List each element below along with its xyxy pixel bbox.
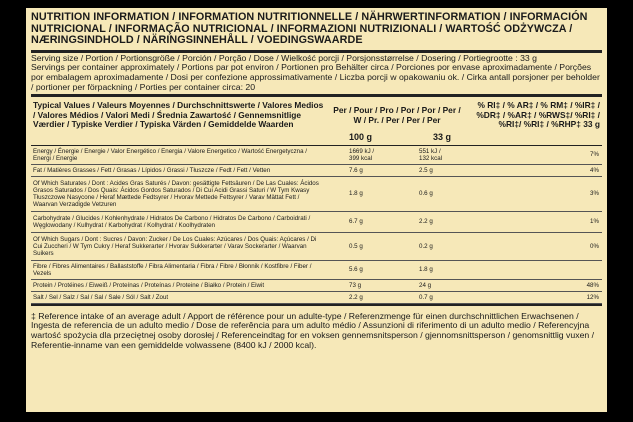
value-per-33g: 1.8 g [401, 260, 467, 279]
header-spacer [31, 132, 327, 146]
table-unit-row [31, 132, 602, 146]
value-ri: 4% [467, 164, 602, 176]
nutrition-title: NUTRITION INFORMATION / INFORMATION NUTRITIONNELLE / NÄHRWERTINFORMATION / INFORMACIÓN NUTRICIONAL / INFORMAÇÃO NUTRICIONAL / INFORMAZIONI NUTRIZIONALI / WARTOŚĆ ODŻYWCZA / NÆRINGSINDHOLD / NÄRINGSINNEHÅLL / VOEDINGSWAARDE [31, 11, 588, 46]
header-ri: % RI‡ / % AR‡ / % RM‡ / %IR‡ / %DR‡ / %AR‡ / %RWS‡/ %RI‡ / %RI‡/ %RI‡ / %RHP‡ 33 g [476, 100, 600, 130]
table-row [31, 260, 602, 279]
value-per-33g: 0.7 g [401, 291, 467, 303]
nutrition-table [31, 97, 602, 304]
value-ri: 7% [467, 145, 602, 164]
footnote: ‡ Reference intake of an average adult / Apport de référence pour un adulte-type / Referenzmenge für einen durchschnittlichen Erwachsenen / Ingesta de referencia de un adulto medio / Dose de referência para um adulto médio / Assunzioni di riferimento di un adulto medio / Referencyjna wartość spożycia dla przeciętnej osoby dorosłej / Referenceindtag for en voksen gennemsnitsperson / gjennomsnittsperson / genomsnittlig vuxen / Referentie-inname van een gemiddelde volwassene (8400 kJ / 2000 kcal). [31, 310, 595, 350]
servings-per-container: Servings per container approximately / Portions par pot environ / Portionen pro Behälter circa / Porciones por envase aproximadamente / Porções por embalagem aproximadamente / Dosi per confezione approssimativamente / Liczba porcji w opakowaniu ok. / Cirka antall porsjoner per beholder / portioner per förpackning / Porties per container circa: 20 [31, 62, 600, 92]
table-row [31, 291, 602, 303]
value-per-33g: 0.6 g [401, 176, 467, 211]
nutrient-label: Protein / Protéines / Eiweiß / Proteínas / Proteínas / Proteine / Białko / Protein / Eiwit [31, 279, 327, 291]
value-ri: 1% [467, 211, 602, 232]
nutrient-label: Fat / Matières Grasses / Fett / Grasas / Lípidos / Grassi / Tłuszcze / Fedt / Fett / Vetten [31, 164, 327, 176]
header-spacer [467, 132, 602, 146]
value-per-33g: 2.5 g [401, 164, 467, 176]
value-ri: 3% [467, 176, 602, 211]
table-row [31, 176, 602, 211]
value-per-33g: 0.2 g [401, 232, 467, 260]
nutrient-label: Salt / Sel / Salz / Sal / Sal / Sale / Sól / Salt / Zout [31, 291, 327, 303]
table-row [31, 211, 602, 232]
nutrient-label: Energy / Énergie / Energie / Valor Energético / Energia / Valore Energetico / Wartość Energetyczna / Energi / Energie [31, 145, 327, 164]
value-ri: 48% [467, 279, 602, 291]
table-row [31, 232, 602, 260]
value-per-100g: 73 g [327, 279, 401, 291]
divider [31, 304, 602, 306]
nutrient-label: Of Which Sugars / Dont : Sucres / Davon: Zucker / De Los Cuales: Azúcares / Dos Quais: Açúcares / Di Cui Zuccheri / W Tym Cukry / Heraf Sukkerarter / Hvorav Sukkerarter / Varav Sockerarter / Waarvan Suikers [31, 232, 327, 260]
table-header-row [31, 97, 602, 132]
value-per-100g: 6.7 g [327, 211, 401, 232]
value-ri [467, 260, 602, 279]
value-per-100g: 7.6 g [327, 164, 401, 176]
value-per-100g: 1.8 g [327, 176, 401, 211]
serving-size: Serving size / Portion / Portionsgröße / Porción / Porção / Dose / Wielkość porcji / Porsjonsstørrelse / Dosering / Portiegrootte : 33 g [31, 52, 538, 63]
value-per-33g: 551 kJ / 132 kcal [401, 145, 467, 164]
nutrient-label: Of Which Saturates / Dont : Acides Gras Saturés / Davon: gesättigte Fettsäuren / De Las Cuales: Ácidos Grasos Saturados / Dos Quais: Ácidos Gordos Saturados / Di Cui Acidi Grassi Saturi / W Tym Kwasy Tłuszczowe Nasycone / Heraf Mættede Fedtsyrer / Hvorav Mettede Fettsyrer / Varav Mättat Fett / Waarvan Verzadigde Vetzuren [31, 176, 327, 211]
header-typical-values: Typical Values / Valeurs Moyennes / Durchschnittswerte / Valores Medios / Valores Médios / Valori Medi / Średnia Zawartość / Gennemsnitlige Værdier / Typiske Verdier / Typiska Värden / Gemiddelde Waarden [33, 100, 324, 130]
value-per-100g: 1669 kJ / 399 kcal [327, 145, 401, 164]
nutrient-label: Carbohydrate / Glucides / Kohlenhydrate / Hidratos De Carbono / Hidratos De Carbono / Carboidrati / Węglowodany / Kulhydrat / Karbohydrat / Kolhydrat / Koolhydraten [31, 211, 327, 232]
value-ri: 12% [467, 291, 602, 303]
value-per-33g: 24 g [401, 279, 467, 291]
value-per-100g: 5.6 g [327, 260, 401, 279]
header-33g: 33 g [401, 132, 467, 146]
value-per-100g: 0.5 g [327, 232, 401, 260]
nutrient-label: Fibre / Fibres Alimentaires / Ballaststoffe / Fibra Alimentaria / Fibra / Fibre / Błonnik / Kostfibre / Fiber / Vezels [31, 260, 327, 279]
table-row [31, 145, 602, 164]
value-per-33g: 2.2 g [401, 211, 467, 232]
nutrition-panel [26, 8, 607, 412]
header-per: Per / Pour / Pro / Por / Por / Per / W / Pr. / Per / Per / Per [333, 105, 461, 125]
header-100g: 100 g [327, 132, 401, 146]
value-per-100g: 2.2 g [327, 291, 401, 303]
table-row [31, 164, 602, 176]
table-row [31, 279, 602, 291]
value-ri: 0% [467, 232, 602, 260]
serving-info [31, 54, 602, 93]
